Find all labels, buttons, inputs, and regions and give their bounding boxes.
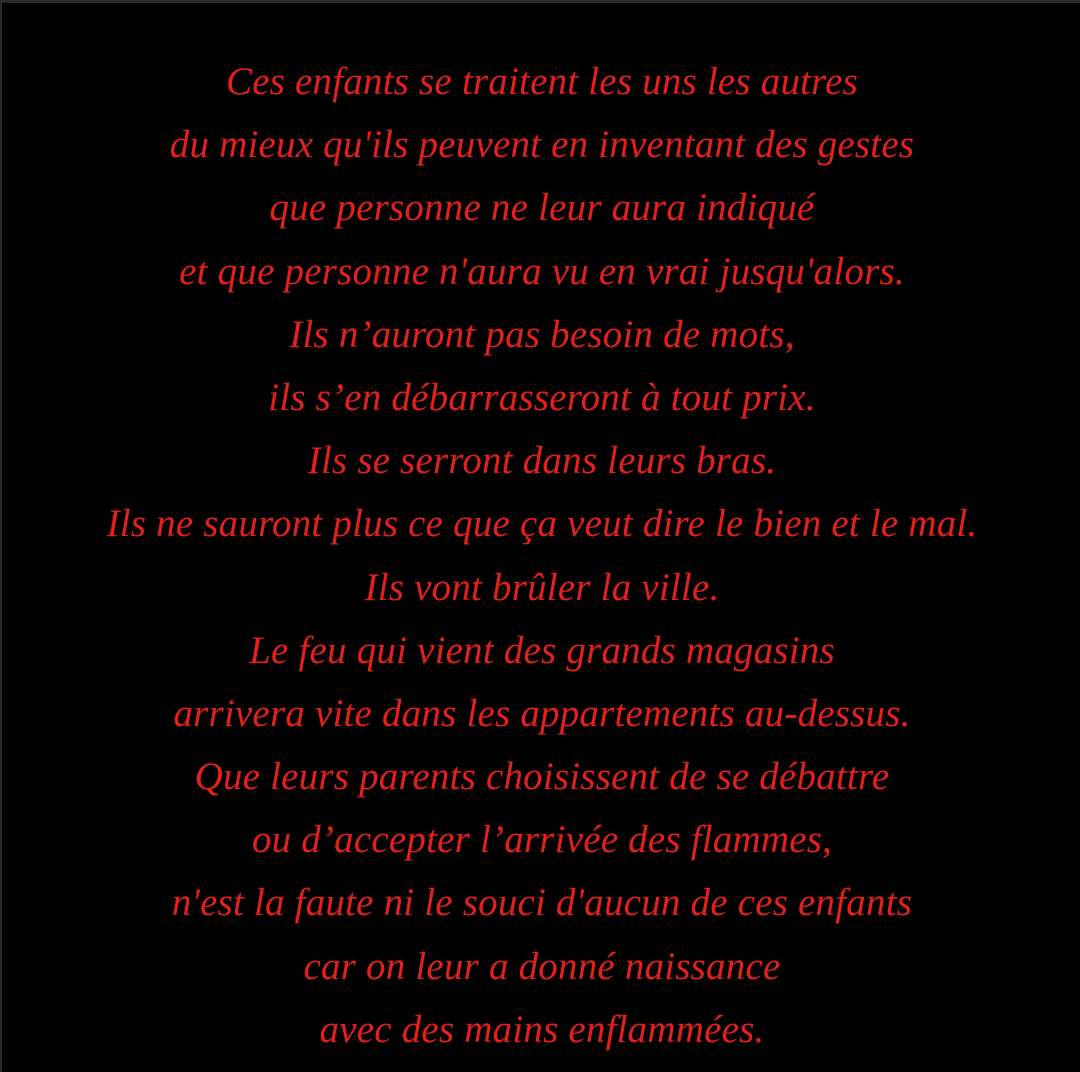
poem-line-7: Ils se serront dans leurs bras. [307,439,777,483]
poem-line-2: du mieux qu'ils peuvent en inventant des gestes [169,123,915,167]
poem-text [2,57,1080,1068]
poem-line-4: et que personne n'aura vu en vrai jusqu'alors. [179,249,905,293]
poem-line-13: ou d’accepter l’arrivée des flammes, [251,818,833,862]
poem-line-12: Que leurs parents choisissent de se débattre [194,755,890,799]
poem-line-10: Le feu qui vient des grands magasins [249,628,835,672]
poem-line-9: Ils vont brûler la ville. [364,565,720,609]
poem-line-6: ils s’en débarrasseront à tout prix. [268,375,816,419]
poem-line-1: Ces enfants se traitent les uns les autres [226,60,858,103]
poem-line-11: arrivera vite dans les appartements au-dessus. [173,691,911,735]
poem-line-8: Ils ne sauront plus ce que ça veut dire le bien et le mal. [106,502,978,546]
poem-line-3: que personne ne leur aura indiqué [269,186,815,230]
poem-line-5: Ils n’auront pas besoin de mots, [289,312,795,356]
poem-line-16: avec des mains enflammées. [319,1007,765,1051]
poem-line-15: car on leur a donné naissance [303,944,781,988]
poem-line-14: n'est la faute ni le souci d'aucun de ces enfants [171,881,913,925]
